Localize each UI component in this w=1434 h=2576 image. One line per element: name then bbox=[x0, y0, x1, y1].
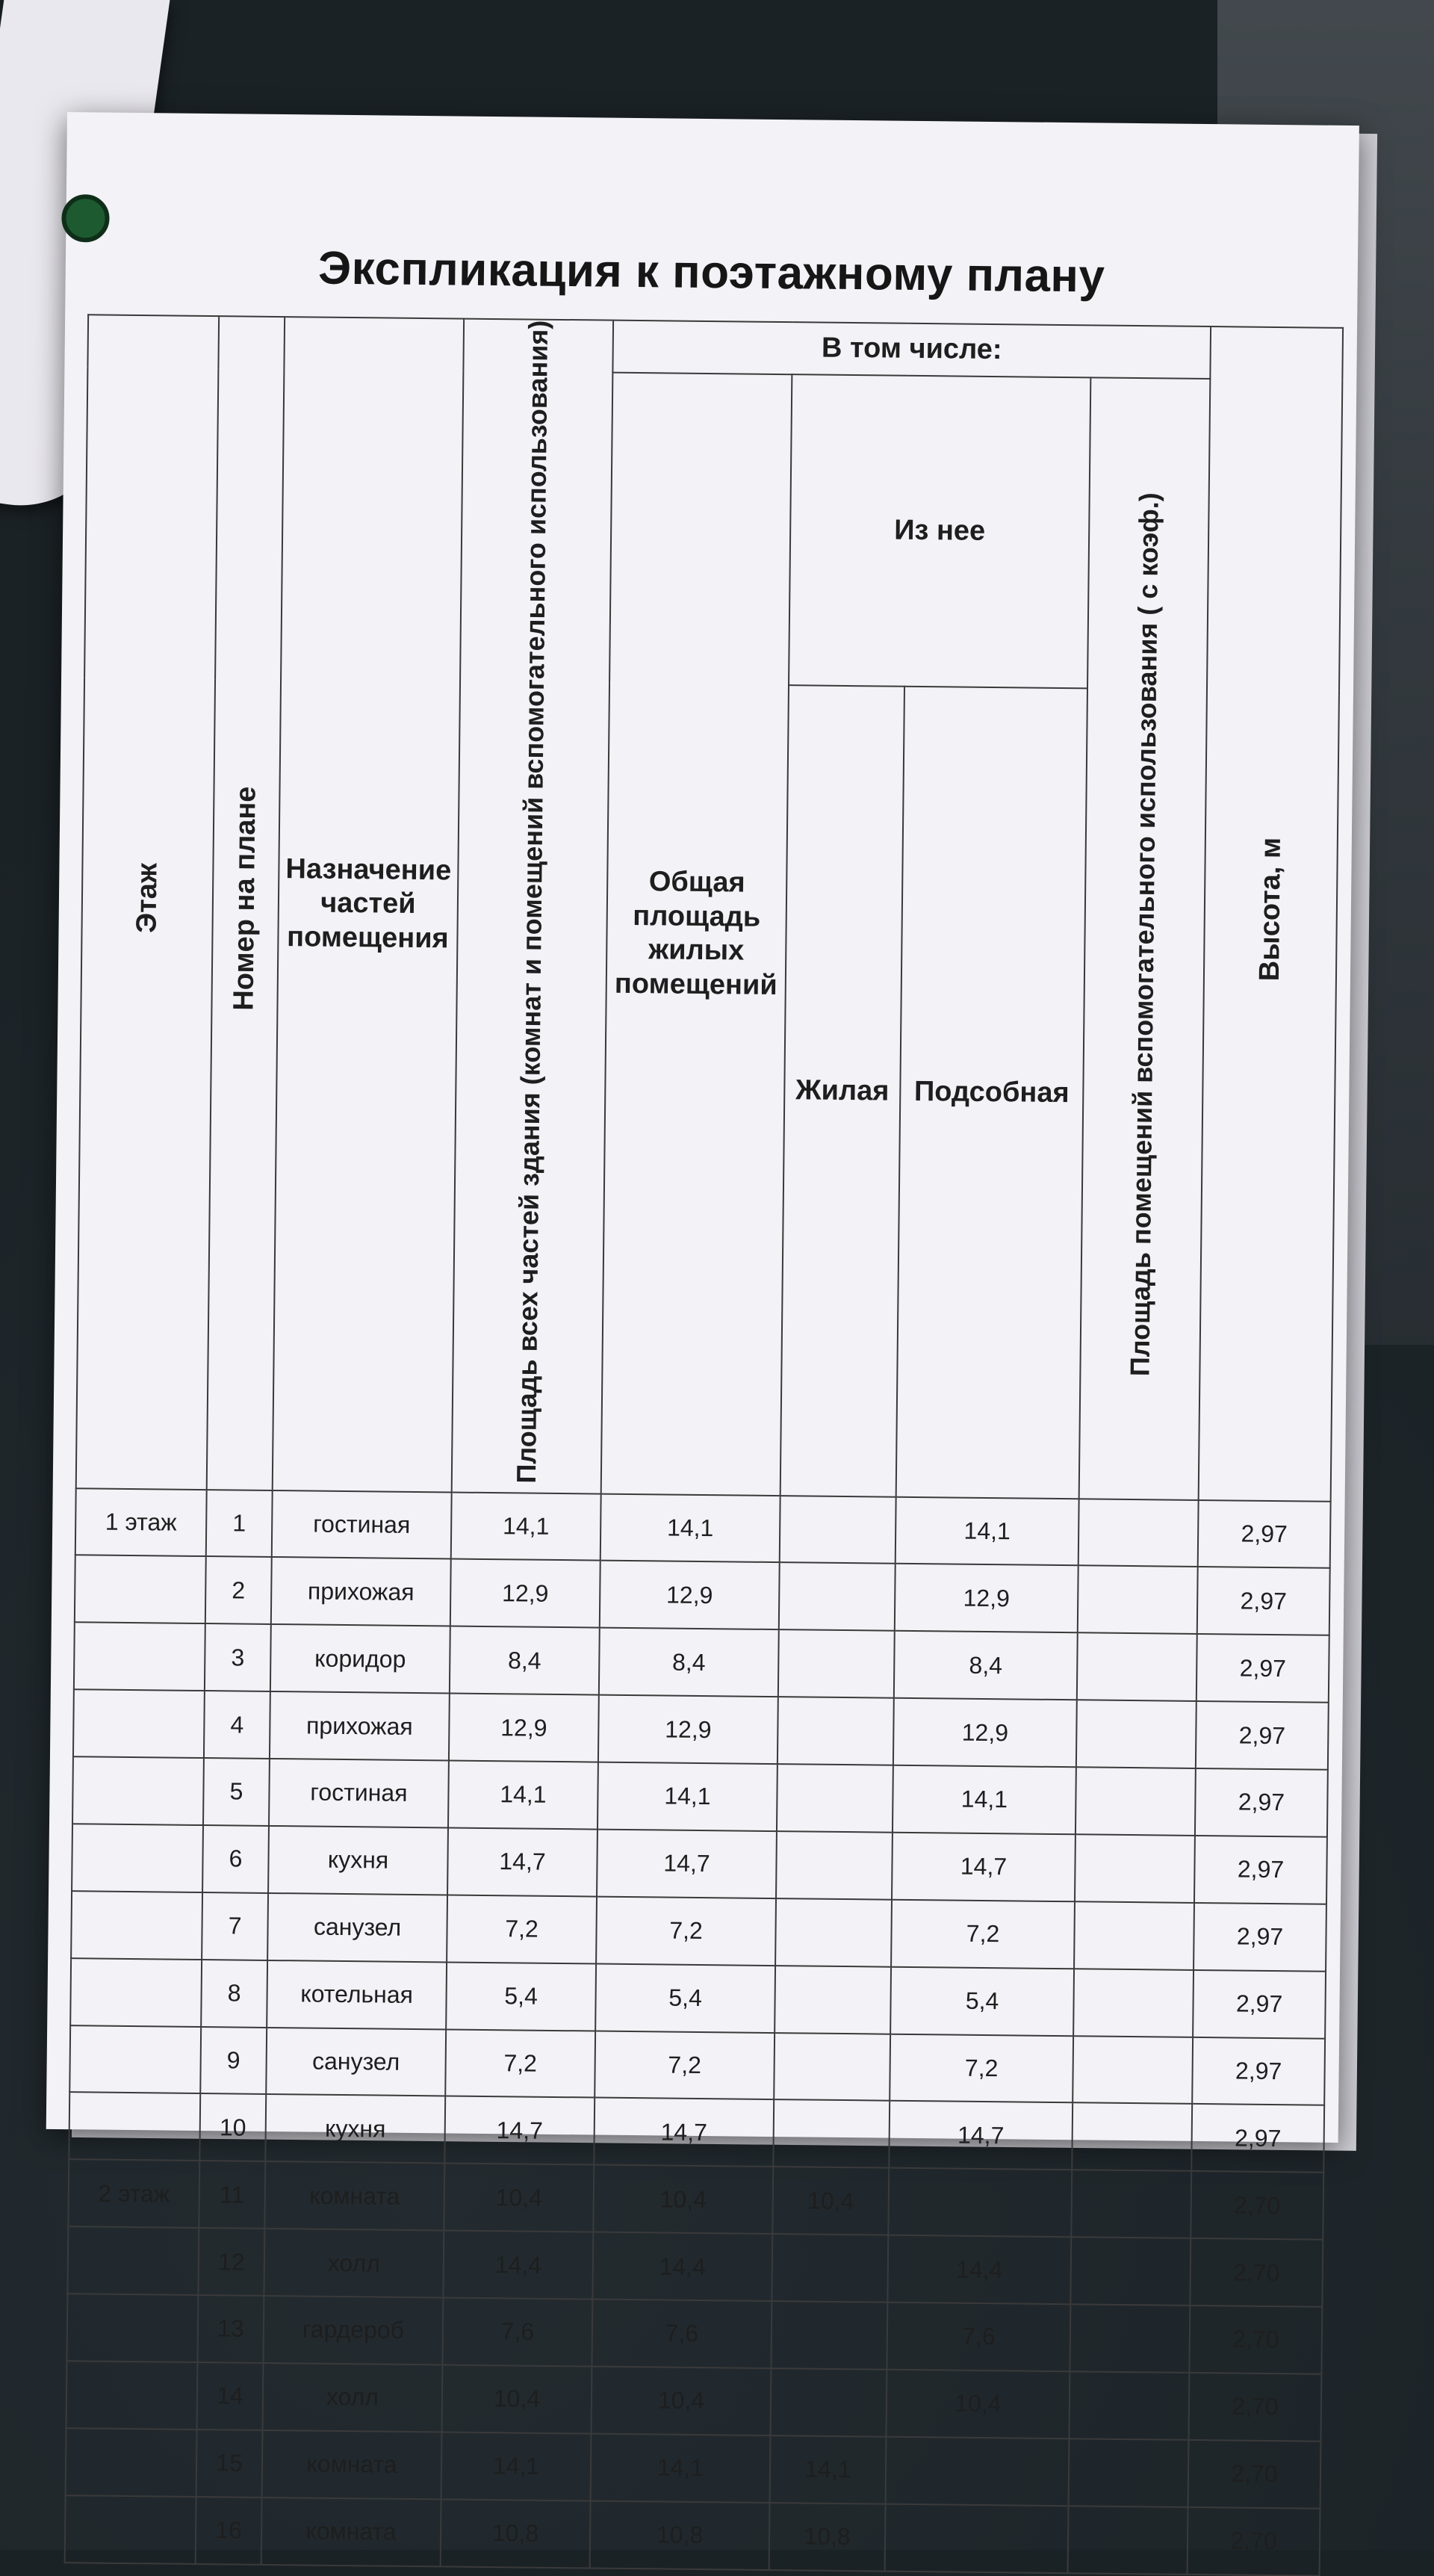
cell-height: 2,97 bbox=[1195, 1768, 1328, 1837]
table-row bbox=[71, 1891, 1326, 1971]
cell-plan-number: 3 bbox=[205, 1623, 271, 1691]
cell-plan-number: 10 bbox=[199, 2093, 266, 2161]
cell-aux-area bbox=[1068, 2506, 1188, 2575]
cell-aux-area bbox=[1078, 1566, 1198, 1635]
cell-height: 2,70 bbox=[1189, 2373, 1322, 2442]
table-row bbox=[67, 2226, 1323, 2306]
cell-height: 2,70 bbox=[1188, 2507, 1320, 2576]
cell-purpose: комната bbox=[264, 2161, 444, 2230]
cell-height: 2,97 bbox=[1192, 2037, 1325, 2105]
cell-purpose: гостиная bbox=[269, 1759, 449, 1827]
cell-plan-number: 4 bbox=[204, 1691, 270, 1759]
cell-purpose: комната bbox=[262, 2430, 442, 2499]
cell-total-area: 8,4 bbox=[450, 1626, 600, 1695]
cell-total-area: 12,9 bbox=[450, 1559, 600, 1628]
header-plan-number: Номер на плане bbox=[207, 316, 285, 1490]
table-row bbox=[75, 1488, 1331, 1568]
cell-living bbox=[772, 2234, 888, 2302]
cell-aux-area bbox=[1069, 2371, 1189, 2440]
cell-total-area: 12,9 bbox=[449, 1694, 599, 1762]
cell-aux-area bbox=[1070, 2237, 1191, 2306]
cell-total-area: 14,1 bbox=[441, 2432, 592, 2501]
cell-height: 2,70 bbox=[1189, 2306, 1322, 2374]
cell-utility: 7,6 bbox=[887, 2303, 1070, 2371]
cell-floor bbox=[69, 2025, 201, 2094]
cell-floor bbox=[66, 2361, 198, 2430]
cell-floor bbox=[72, 1824, 203, 1892]
header-utility: Подсобная bbox=[896, 687, 1087, 1499]
cell-purpose: гостиная bbox=[272, 1490, 452, 1558]
table-row bbox=[75, 1555, 1330, 1635]
cell-plan-number: 8 bbox=[201, 1960, 267, 2028]
table-row bbox=[69, 2025, 1325, 2105]
cell-height: 2,70 bbox=[1191, 2171, 1323, 2240]
header-purpose: Назначение частей помещения bbox=[273, 317, 464, 1492]
cell-floor bbox=[66, 2428, 197, 2497]
cell-total-area: 14,7 bbox=[447, 1827, 598, 1896]
cell-floor bbox=[69, 2093, 200, 2161]
cell-total-area: 14,1 bbox=[451, 1492, 601, 1561]
cell-purpose: прихожая bbox=[271, 1557, 451, 1626]
cell-total-area: 14,1 bbox=[448, 1760, 598, 1829]
header-height: Высота, м bbox=[1199, 326, 1343, 1501]
cell-plan-number: 6 bbox=[202, 1825, 269, 1893]
binder-ring bbox=[61, 194, 110, 243]
cell-living: 10,8 bbox=[769, 2503, 886, 2571]
cell-plan-number: 1 bbox=[206, 1490, 273, 1558]
cell-utility bbox=[885, 2504, 1069, 2572]
table-row bbox=[66, 2428, 1321, 2508]
cell-living bbox=[777, 1697, 894, 1765]
header-living: Жилая bbox=[780, 685, 904, 1496]
header-aux-area: Площадь помещений вспомогательного использования ( с коэф.) bbox=[1079, 377, 1211, 1499]
cell-utility bbox=[886, 2436, 1070, 2505]
cell-total-area: 14,4 bbox=[443, 2231, 593, 2300]
cell-purpose: коридор bbox=[270, 1624, 450, 1693]
table-body bbox=[65, 1488, 1331, 2576]
explication-table bbox=[64, 314, 1344, 2576]
cell-living-total: 10,4 bbox=[591, 2366, 771, 2435]
cell-aux-area bbox=[1075, 1834, 1195, 1903]
cell-utility: 14,4 bbox=[887, 2235, 1071, 2304]
cell-height: 2,97 bbox=[1191, 2104, 1324, 2173]
header-total-area: Площадь всех частей здания (комнат и помещений вспомогательного использования) bbox=[452, 319, 613, 1494]
cell-plan-number: 15 bbox=[196, 2430, 263, 2498]
cell-plan-number: 14 bbox=[197, 2362, 264, 2430]
cell-plan-number: 2 bbox=[205, 1556, 272, 1624]
document-page bbox=[46, 112, 1359, 2555]
table-row bbox=[74, 1622, 1329, 1702]
cell-total-area: 14,7 bbox=[444, 2096, 595, 2165]
header-living-total: Общая площадь жилых помещений bbox=[601, 373, 792, 1496]
cell-height: 2,97 bbox=[1197, 1567, 1330, 1635]
cell-living-total: 14,1 bbox=[600, 1493, 780, 1562]
table-row bbox=[70, 1958, 1326, 2038]
cell-purpose: прихожая bbox=[270, 1691, 450, 1760]
cell-floor bbox=[67, 2226, 199, 2295]
cell-purpose: санузел bbox=[267, 1893, 447, 1962]
cell-utility: 12,9 bbox=[895, 1564, 1078, 1632]
cell-plan-number: 5 bbox=[203, 1758, 270, 1826]
cell-utility: 14,1 bbox=[893, 1765, 1076, 1834]
cell-living-total: 14,1 bbox=[598, 1762, 777, 1831]
cell-living bbox=[771, 2301, 887, 2369]
cell-living: 10,4 bbox=[772, 2167, 889, 2235]
cell-purpose: кухня bbox=[268, 1826, 448, 1895]
cell-floor bbox=[71, 1891, 202, 1960]
cell-floor bbox=[66, 2294, 198, 2362]
table-row bbox=[66, 2294, 1322, 2374]
cell-living-total: 7,2 bbox=[595, 2031, 775, 2099]
cell-height: 2,97 bbox=[1194, 1903, 1326, 1972]
cell-plan-number: 12 bbox=[198, 2228, 264, 2296]
cell-living-total: 14,1 bbox=[591, 2433, 771, 2502]
cell-utility: 7,2 bbox=[891, 1899, 1075, 1968]
cell-total-area: 5,4 bbox=[446, 1962, 596, 2031]
cell-purpose: комната bbox=[261, 2498, 441, 2566]
cell-aux-area bbox=[1077, 1633, 1197, 1702]
cell-living bbox=[776, 1831, 893, 1899]
cell-living-total: 12,9 bbox=[600, 1561, 780, 1629]
cell-aux-area bbox=[1073, 2036, 1193, 2105]
cell-aux-area bbox=[1071, 2170, 1191, 2239]
cell-aux-area bbox=[1073, 1969, 1194, 2037]
cell-floor bbox=[65, 2495, 196, 2564]
cell-living-total: 7,6 bbox=[592, 2300, 772, 2368]
cell-living bbox=[775, 1898, 892, 1966]
cell-utility: 14,1 bbox=[896, 1496, 1079, 1565]
cell-living-total: 14,4 bbox=[592, 2232, 772, 2301]
cell-floor bbox=[74, 1622, 205, 1691]
cell-living bbox=[777, 1764, 893, 1832]
cell-total-area: 10,4 bbox=[444, 2164, 594, 2232]
cell-aux-area bbox=[1070, 2304, 1190, 2373]
cell-plan-number: 7 bbox=[202, 1892, 268, 1960]
cell-height: 2,97 bbox=[1193, 1970, 1326, 2039]
cell-plan-number: 13 bbox=[197, 2295, 264, 2363]
cell-utility: 14,7 bbox=[892, 1833, 1076, 1901]
cell-utility: 8,4 bbox=[894, 1631, 1078, 1700]
cell-living bbox=[773, 2099, 890, 2167]
cell-living-total: 12,9 bbox=[598, 1695, 778, 1764]
cell-height: 2,70 bbox=[1190, 2238, 1323, 2307]
cell-floor bbox=[73, 1689, 205, 1758]
cell-living-total: 10,8 bbox=[590, 2501, 770, 2569]
cell-utility bbox=[888, 2168, 1072, 2237]
cell-living: 14,1 bbox=[770, 2436, 887, 2504]
cell-aux-area bbox=[1069, 2439, 1189, 2507]
cell-plan-number: 9 bbox=[200, 2027, 267, 2095]
cell-height: 2,97 bbox=[1196, 1701, 1329, 1770]
table-row bbox=[69, 2093, 1324, 2173]
cell-living-total: 8,4 bbox=[599, 1628, 779, 1697]
table-row bbox=[68, 2159, 1323, 2239]
cell-purpose: холл bbox=[263, 2363, 443, 2432]
table-row bbox=[65, 2495, 1320, 2575]
cell-total-area: 7,6 bbox=[442, 2297, 592, 2366]
cell-plan-number: 16 bbox=[196, 2497, 262, 2565]
cell-living bbox=[770, 2368, 887, 2436]
cell-purpose: кухня bbox=[265, 2094, 445, 2163]
cell-height: 2,97 bbox=[1196, 1634, 1329, 1703]
cell-aux-area bbox=[1072, 2103, 1192, 2172]
cell-floor: 2 этаж bbox=[68, 2159, 199, 2228]
cell-aux-area bbox=[1078, 1499, 1199, 1567]
header-floor: Этаж bbox=[76, 315, 219, 1489]
cell-total-area: 7,2 bbox=[447, 1895, 597, 1963]
cell-floor bbox=[72, 1756, 204, 1825]
table-row bbox=[66, 2361, 1322, 2441]
table-row bbox=[72, 1756, 1328, 1836]
header-of-which: Из нее bbox=[789, 374, 1090, 688]
cell-height: 2,70 bbox=[1188, 2440, 1321, 2509]
cell-living bbox=[774, 2033, 890, 2101]
cell-height: 2,97 bbox=[1194, 1836, 1327, 1904]
table-row bbox=[73, 1689, 1329, 1769]
cell-total-area: 10,8 bbox=[441, 2499, 591, 2568]
cell-living-total: 14,7 bbox=[597, 1829, 777, 1898]
table-row bbox=[72, 1824, 1327, 1904]
cell-aux-area bbox=[1074, 1901, 1194, 1970]
cell-plan-number: 11 bbox=[199, 2161, 265, 2229]
cell-utility: 7,2 bbox=[890, 2034, 1073, 2102]
cell-floor: 1 этаж bbox=[75, 1488, 207, 1557]
cell-living-total: 7,2 bbox=[596, 1896, 776, 1965]
cell-utility: 10,4 bbox=[886, 2370, 1070, 2439]
cell-purpose: котельная bbox=[267, 1960, 447, 2029]
cell-aux-area bbox=[1076, 1700, 1196, 1768]
cell-total-area: 10,4 bbox=[442, 2365, 592, 2433]
cell-living bbox=[775, 1966, 891, 2034]
cell-total-area: 7,2 bbox=[445, 2029, 595, 2098]
cell-utility: 5,4 bbox=[890, 1966, 1074, 2035]
cell-purpose: санузел bbox=[266, 2027, 446, 2096]
cell-living bbox=[778, 1629, 895, 1697]
header-including: В том числе: bbox=[612, 321, 1211, 379]
cell-living bbox=[779, 1562, 896, 1630]
cell-living-total: 14,7 bbox=[594, 2098, 774, 2167]
cell-height: 2,97 bbox=[1198, 1499, 1331, 1568]
cell-floor bbox=[75, 1555, 206, 1624]
cell-living-total: 10,4 bbox=[593, 2165, 773, 2234]
cell-aux-area bbox=[1076, 1767, 1196, 1836]
document-title: Экспликация к поэтажному плану bbox=[317, 242, 1105, 303]
cell-living-total: 5,4 bbox=[595, 1963, 775, 2032]
cell-utility: 12,9 bbox=[893, 1698, 1077, 1767]
cell-purpose: гардероб bbox=[263, 2296, 443, 2365]
cell-purpose: холл bbox=[264, 2229, 444, 2297]
cell-living bbox=[780, 1496, 896, 1564]
cell-floor bbox=[70, 1958, 202, 2027]
cell-utility: 14,7 bbox=[889, 2101, 1073, 2170]
